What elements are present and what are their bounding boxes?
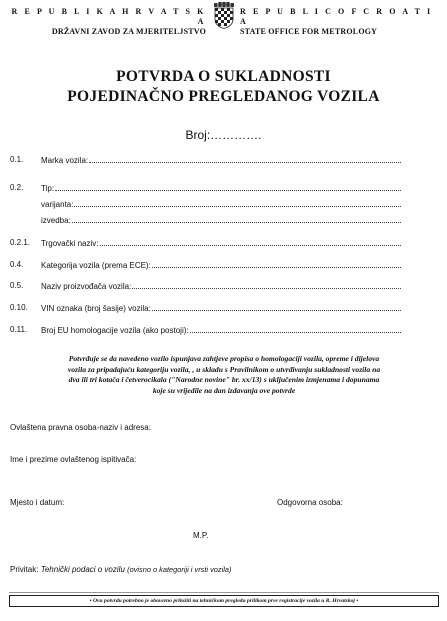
fill-line (152, 260, 401, 268)
document-title-line1: POTVRDA O SUKLADNOSTI (116, 68, 331, 85)
field-trade-name[interactable] (41, 238, 401, 248)
attachment-title: Tehnički podaci o vozilu (40, 565, 125, 574)
field-label: Broj EU homologacije vozila (ako postoji): (41, 326, 189, 335)
fill-line (74, 199, 401, 207)
fill-line (190, 325, 401, 333)
fill-line (72, 215, 401, 223)
certificate-number: Broj:…………. (185, 128, 262, 142)
header-country-en: R E P U B L I C O F C R O A T I A (240, 7, 433, 26)
field-version[interactable] (41, 215, 401, 225)
header-right (240, 7, 440, 37)
header-office-hr: DRŽAVNI ZAVOD ZA MJERITELJSTVO (51, 27, 206, 36)
header-country-hr: R E P U B L I K A H R V A T S K A (11, 7, 206, 26)
statement-line: vozila za pripadajuću kategoriju vozila, , u skladu s Pravilnikom o utvrđivanju sukladnosti vozila na (67, 364, 381, 374)
footer-divider (9, 592, 439, 593)
document-title-line2: POJEDINAČNO PREGLEDANOG VOZILA (67, 88, 380, 105)
inspector-name-label: Ime i prezime ovlaštenog ispitivača: (10, 455, 137, 464)
field-variant[interactable] (41, 199, 401, 209)
field-label: Naziv proizvođača vozila: (41, 282, 132, 291)
field-vin[interactable] (41, 303, 401, 313)
fill-line (152, 303, 401, 311)
attachment-line (10, 565, 231, 574)
field-number: 0.4. (10, 260, 24, 269)
field-label: izvedba: (41, 216, 71, 225)
field-label: VIN oznaka (broj šasije) vozila: (41, 304, 151, 313)
authorized-entity-label: Ovlaštena pravna osoba-naziv i adresa: (10, 423, 151, 432)
field-number: 0.5. (10, 281, 24, 290)
statement-line: Potvrđuje se da navedeno vozilo ispunjava zahtjeve propisa o homologaciji vozila, opreme i dijelova (68, 354, 380, 363)
field-label: Tip: (41, 184, 55, 193)
place-date-label: Mjesto i datum: (10, 498, 65, 507)
field-label: Kategorija vozila (prema ECE): (41, 261, 151, 270)
footer-note: • Ovu potvrdu potrebno je obavezno priložiti na tehničkom pregledu prilikom prve registracije vozila u R. Hrvatskoj • (9, 595, 439, 607)
statement-line: koje su vrijedile na dan izdavanja ove potvrde (152, 385, 296, 395)
field-number: 0.10. (10, 303, 28, 312)
stamp-placeholder: M.P. (193, 531, 209, 540)
field-label: Trgovački naziv: (41, 239, 99, 248)
attachment-note: (ovisno o kategoriji i vrsti vozila) (127, 565, 232, 574)
field-category[interactable] (41, 260, 401, 270)
fill-line (132, 281, 401, 289)
fill-line (55, 183, 401, 191)
field-number: 0.2. (10, 183, 24, 192)
field-make[interactable] (41, 155, 401, 165)
field-number: 0.1. (10, 155, 24, 164)
responsible-person-label: Odgovorna osoba: (277, 498, 343, 507)
field-eu-homologation[interactable] (41, 325, 401, 335)
field-type[interactable] (41, 183, 401, 193)
statement-line: dva ili tri kotača i četverocikala ("Narodne novine" br. xx/13) s uključenim izmjenama i dopunama (68, 375, 380, 384)
field-label: Marka vozila: (41, 156, 89, 165)
fill-line (89, 155, 401, 163)
field-number: 0.2.1. (10, 238, 31, 247)
fill-line (100, 238, 402, 246)
field-manufacturer[interactable] (41, 281, 401, 291)
field-number: 0.11. (10, 325, 28, 334)
header-left (6, 7, 206, 37)
compliance-statement (22, 354, 426, 396)
header-office-en: STATE OFFICE FOR METROLOGY (240, 27, 378, 36)
croatian-coat-of-arms-icon (213, 2, 235, 29)
field-label: varijanta: (41, 200, 74, 209)
attachment-label: Privitak: (10, 565, 39, 574)
